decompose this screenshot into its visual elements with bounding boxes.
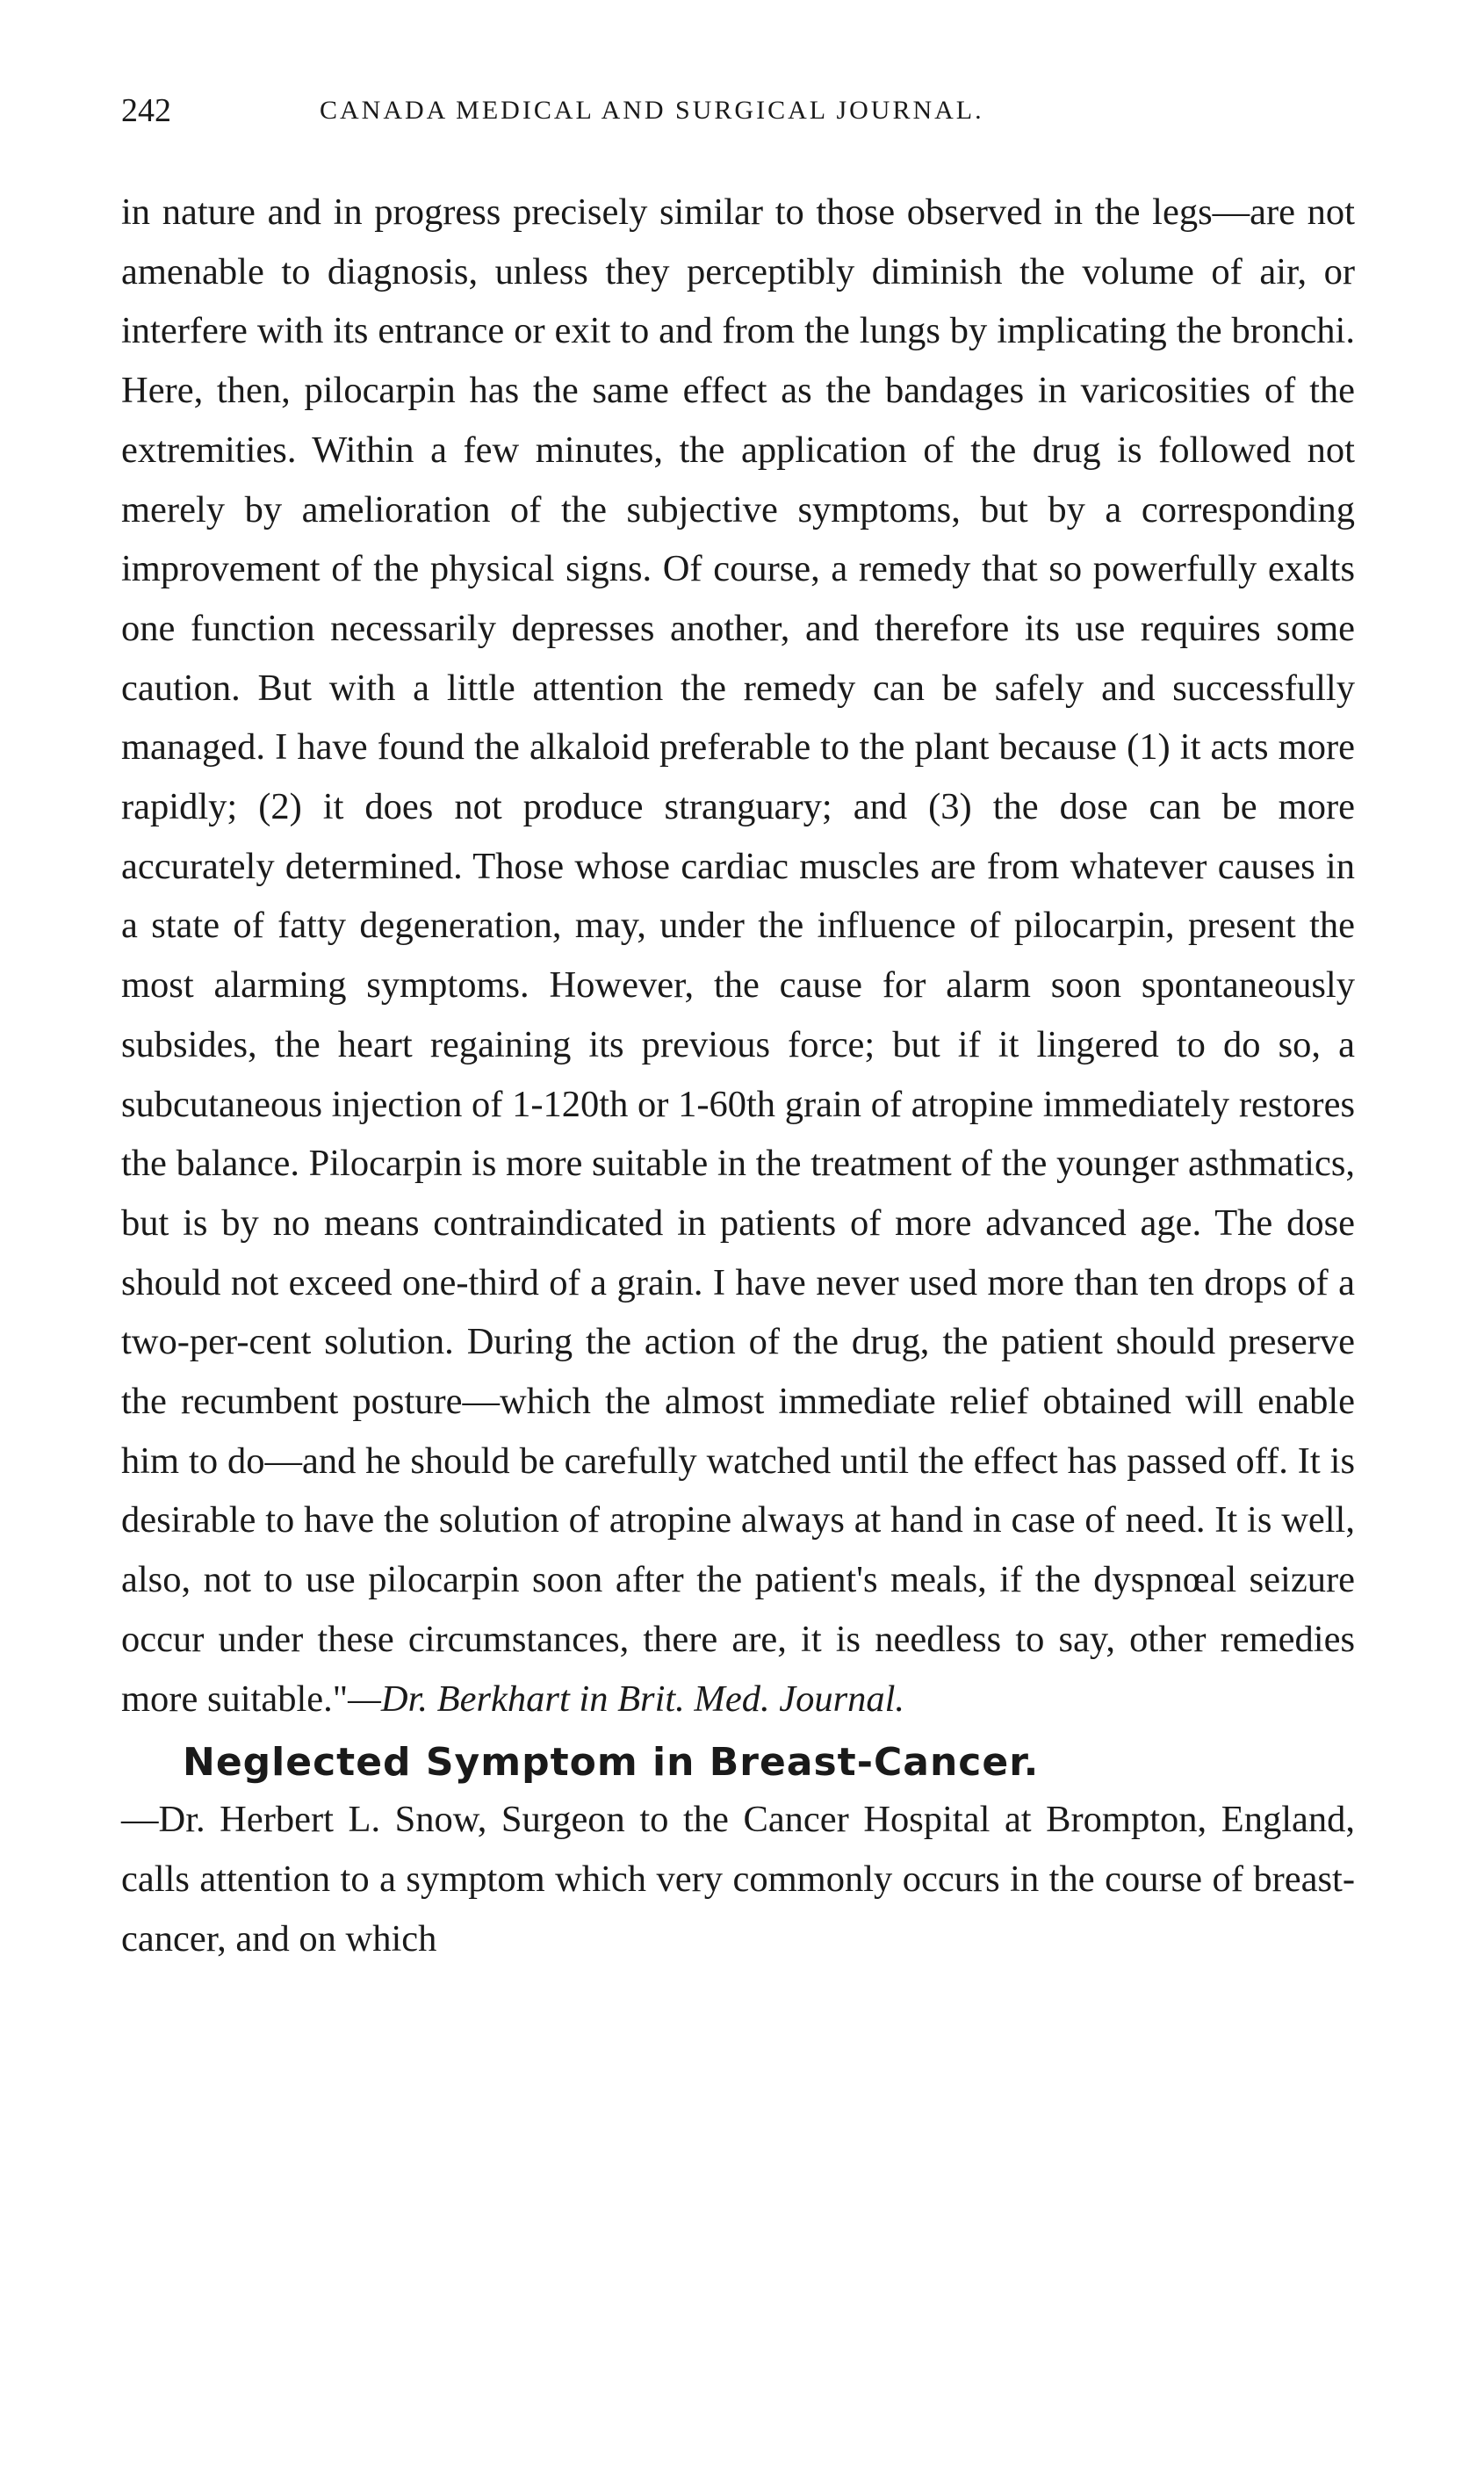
citation: —Dr. Berkhart in Brit. Med. Journal. [348, 1678, 905, 1720]
journal-page [121, 84, 1355, 1968]
journal-title: CANADA MEDICAL AND SURGICAL JOURNAL. [320, 96, 984, 125]
section-heading: Neglected Symptom in Breast-Cancer. [183, 1740, 1040, 1786]
running-head [121, 84, 1355, 137]
paragraph-text: in nature and in progress precisely similar to those observed in the legs—are not amenable to diagnosis, unless they perceptibly diminish the volume of air, or interfere with its entrance or exit to and from the lungs by implicating the bronchi. Here, then, pilocarpin has the same effect as the bandages in varicosities of the extremities. Within a few minutes, the application of the drug is followed not merely by amelioration of the subjective symptoms, but by a corresponding improvement of the physical signs. Of course, a remedy that so powerfully exalts one function necessarily depresses another, and therefore its use requires some caution. But with a little attention the remedy can be safely and successfully managed. I have found the alkaloid preferable to the plant because (1) it acts more rapidly; (2) it does not produce stranguary; and (3) the dose can be more accurately determined. Those whose cardiac muscles are from whatever causes in a state of fatty degeneration, may, under the influence of pilocarpin, present the most alarming symptoms. However, the cause for alarm soon spontaneously subsides, the heart regaining its previous force; but if it lingered to do so, a subcutaneous injection of 1-120th or 1-60th grain of atropine immediately restores the balance. Pilocarpin is more suitable in the treatment of the younger asthmatics, but is by no means contraindicated in patients of more advanced age. The dose should not exceed one-third of a grain. I have never used more than ten drops of a two-per-cent solution. During the action of the drug, the patient should preserve the recumbent posture—which the almost immediate relief obtained will enable him to do—and he should be carefully watched until the effect has passed off. It is desirable to have the solution of atropine always at hand in case of need. It is well, also, not to use pilocarpin soon after the patient's meals, if the dyspnœal seizure occur under these circumstances, there are, it is needless to say, other remedies more suitable." [121, 191, 1355, 1720]
page-number: 242 [121, 92, 171, 129]
article-paragraph [121, 183, 1355, 1729]
article-body [121, 183, 1355, 1968]
next-article-paragraph: —Dr. Herbert L. Snow, Surgeon to the Cancer Hospital at Brompton, England, calls attention to a symptom which very commonly occurs in the course of breast-cancer, and on which [121, 1799, 1355, 1960]
